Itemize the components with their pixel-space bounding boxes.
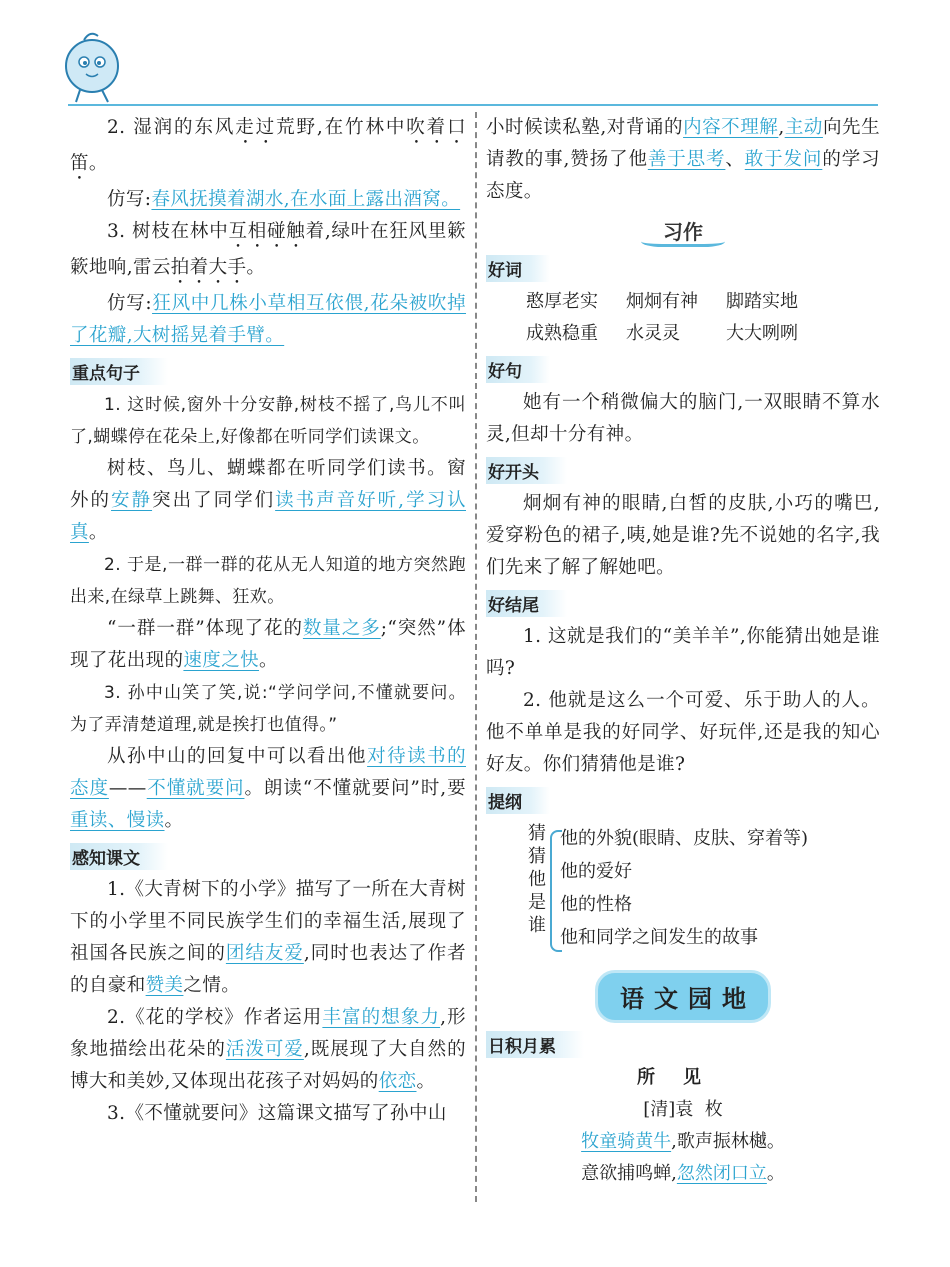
- good-start: 炯炯有神的眼睛,白皙的皮肤,小巧的嘴巴,爱穿粉色的裙子,咦,她是谁?先不说她的名字,我们先来了解了解她吧。: [486, 493, 880, 578]
- good-word: 憨厚老实: [526, 291, 598, 312]
- good-word: 脚踏实地: [726, 291, 798, 312]
- left-column: [70, 112, 466, 1130]
- section-title-daily: 日积月累: [486, 1031, 584, 1058]
- poem-author: [清]袁 枚: [643, 1099, 723, 1120]
- perceive-3-continued: 小时候读私塾,对背诵的内容不理解,主动向先生请教的事,赞扬了他善于思考、敢于发问的学习态度。: [486, 117, 880, 202]
- section-title-good-words: 好词: [486, 255, 550, 282]
- sentence-2-imitate: 仿写:春风抚摸着湖水,在水面上露出酒窝。: [107, 189, 461, 210]
- outline-item: 他的性格: [560, 894, 632, 915]
- good-words-list: [486, 286, 880, 350]
- good-word: 炯炯有神: [626, 291, 698, 312]
- header-line: [68, 104, 878, 106]
- perceive-2: 2.《花的学校》作者运用丰富的想象力,形象地描绘出花朵的活泼可爱,既展现了大自然的博大和美妙,又体现出花孩子对妈妈的依恋。: [70, 1007, 467, 1092]
- key-sentence-1: 1. 这时候,窗外十分安静,树枝不摇了,鸟儿不叫了,蝴蝶停在花朵上,好像都在听同学们读课文。: [70, 395, 466, 447]
- outline-item: 他的外貌(眼睛、皮肤、穿着等): [560, 828, 809, 849]
- good-end-1: 1. 这就是我们的“美羊羊”,你能猜出她是谁吗?: [486, 626, 880, 679]
- sentence-3: 3. 树枝在林中互相碰触着,绿叶在狂风里簌簌地响,雷云拍着大手。: [70, 221, 467, 278]
- good-sentence: 她有一个稍微偏大的脑门,一双眼睛不算水灵,但却十分有神。: [486, 392, 880, 445]
- column-divider: [475, 112, 477, 1202]
- section-title-good-start: 好开头: [486, 457, 567, 484]
- right-column: [486, 112, 880, 1190]
- section-title-key-sentences: 重点句子: [70, 358, 168, 385]
- good-word: 成熟稳重: [526, 323, 598, 344]
- poem: [486, 1062, 880, 1190]
- poem-line-2: 意欲捕鸣蝉,忽然闭口立。: [581, 1163, 785, 1184]
- xizuo-banner: 习作: [647, 214, 719, 247]
- outline-item: 他的爱好: [560, 861, 632, 882]
- garden-banner: 语文园地: [595, 970, 771, 1023]
- key-sentence-3: 3. 孙中山笑了笑,说:“学问学问,不懂就要问。为了弄清楚道理,就是挨打也值得。”: [70, 683, 466, 735]
- perceive-1: 1.《大青树下的小学》描写了一所在大青树下的小学里不同民族学生们的幸福生活,展现了祖国各民族之间的团结友爱,同时也表达了作者的自豪和赞美之情。: [70, 879, 467, 996]
- outline: [486, 822, 880, 960]
- perceive-3: 3.《不懂就要问》这篇课文描写了孙中山: [107, 1103, 447, 1124]
- good-word: 水灵灵: [626, 323, 680, 344]
- mascot-icon: [62, 30, 128, 106]
- good-word: 大大咧咧: [726, 323, 798, 344]
- section-title-perceive: 感知课文: [70, 843, 168, 870]
- sentence-3-imitate: 仿写:狂风中几株小草相互依偎,花朵被吹掉了花瓣,大树摇晃着手臂。: [70, 293, 467, 346]
- section-title-outline: 提纲: [486, 787, 550, 814]
- poem-title: 所见: [637, 1067, 729, 1088]
- sentence-2: 2. 湿润的东风走过荒野,在竹林中吹着口笛。: [70, 117, 466, 174]
- key-sentence-2: 2. 于是,一群一群的花从无人知道的地方突然跑出来,在绿草上跳舞、狂欢。: [70, 555, 466, 607]
- outline-vertical-label: 猜 猜 他 是 谁: [528, 823, 546, 936]
- key-sentence-1-analysis: 树枝、鸟儿、蝴蝶都在听同学们读书。窗外的安静突出了同学们读书声音好听,学习认真。: [70, 458, 466, 543]
- key-sentence-3-analysis: 从孙中山的回复中可以看出他对待读书的态度——不懂就要问。朗读“不懂就要问”时,要重读、慢读。: [70, 746, 466, 831]
- section-title-good-sentence: 好句: [486, 356, 550, 383]
- section-title-good-end: 好结尾: [486, 590, 567, 617]
- key-sentence-2-analysis: “一群一群”体现了花的数量之多;“突然”体现了花出现的速度之快。: [70, 618, 466, 671]
- outline-item: 他和同学之间发生的故事: [560, 927, 758, 948]
- poem-line-1: 牧童骑黄牛,歌声振林樾。: [581, 1131, 785, 1152]
- good-end-2: 2. 他就是这么一个可爱、乐于助人的人。他不单单是我的好同学、好玩伴,还是我的知心好友。你们猜猜他是谁?: [486, 690, 880, 775]
